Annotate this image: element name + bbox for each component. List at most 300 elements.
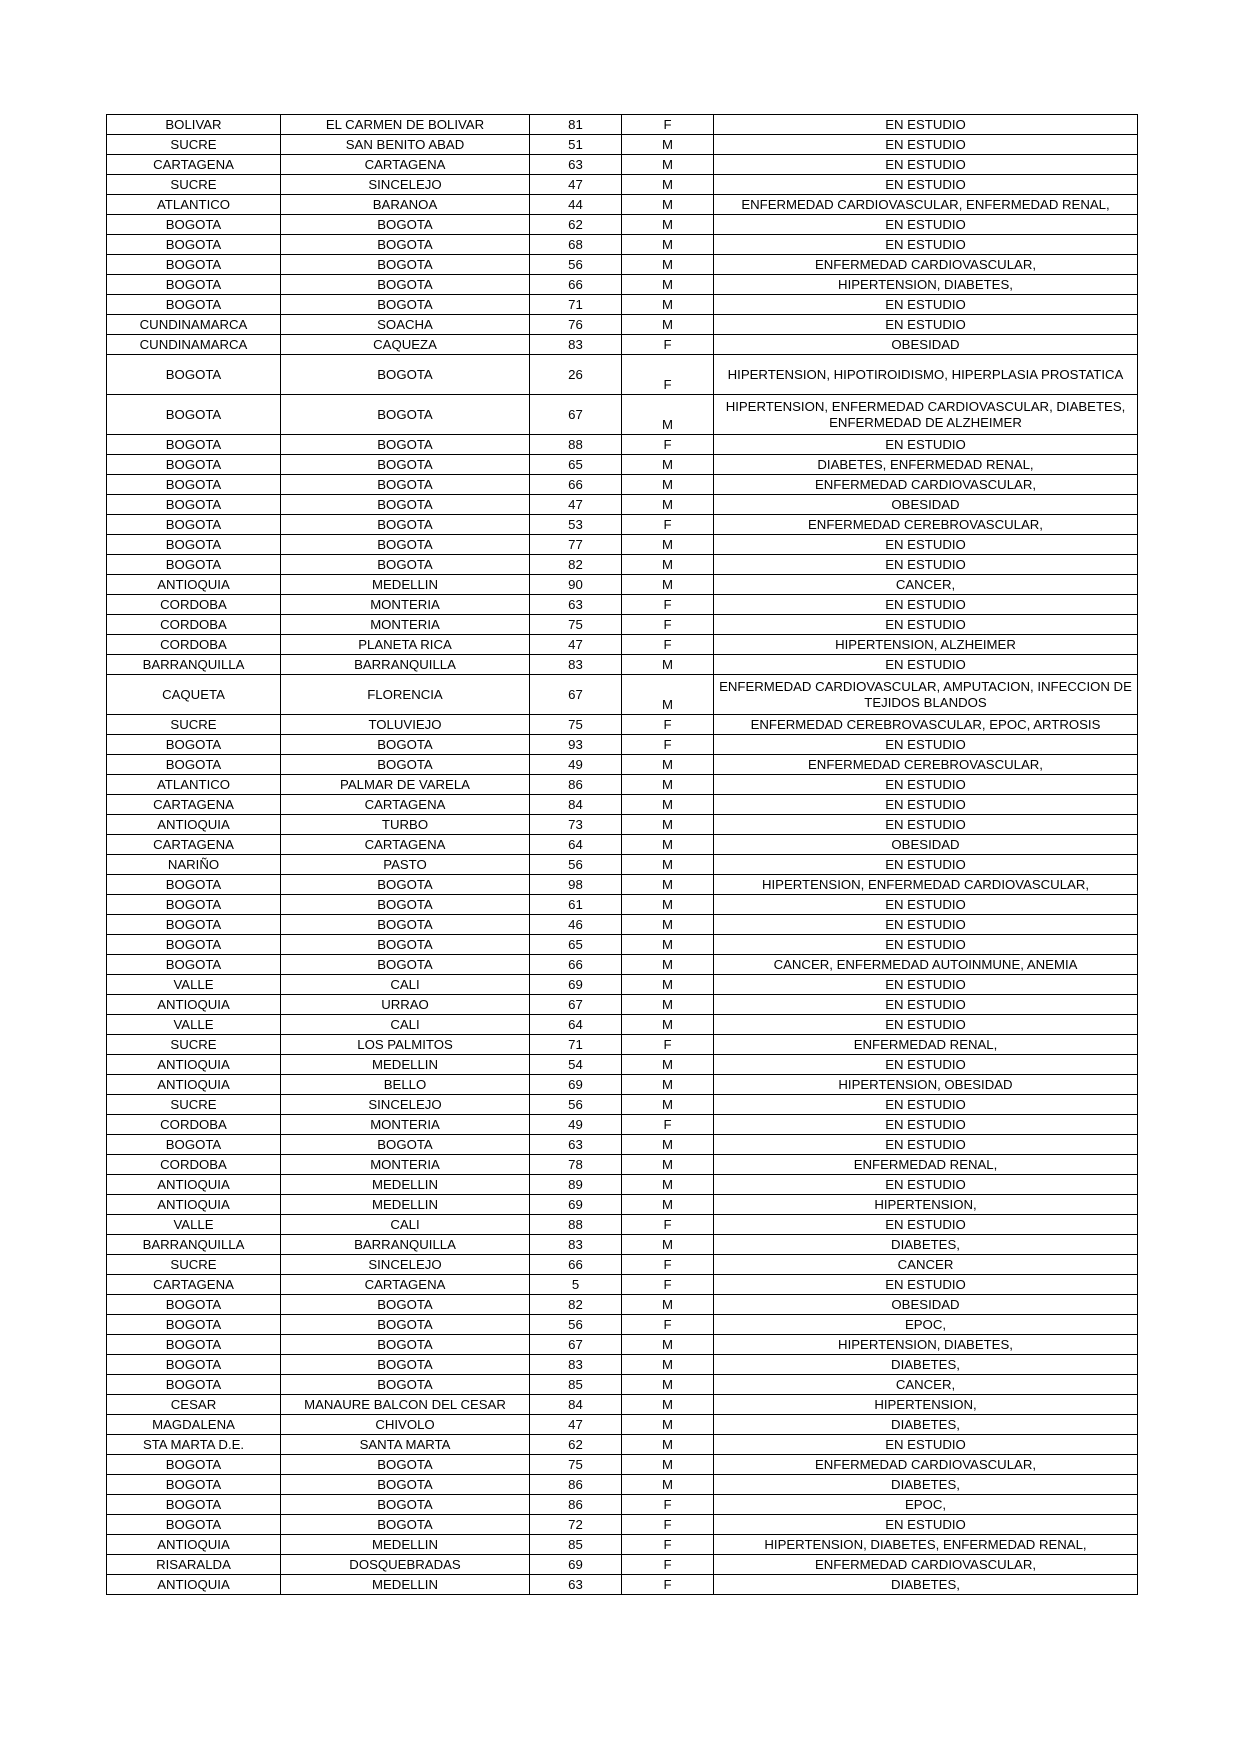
table-row — [107, 1355, 1138, 1375]
table-row — [107, 1155, 1138, 1175]
table-row — [107, 755, 1138, 775]
department-cell: BOGOTA — [107, 295, 281, 315]
age-cell: 82 — [530, 1295, 622, 1315]
table-row — [107, 835, 1138, 855]
department-cell: BOGOTA — [107, 1455, 281, 1475]
age-cell: 65 — [530, 935, 622, 955]
municipality-cell: MEDELLIN — [281, 1195, 530, 1215]
sex-cell: M — [622, 755, 714, 775]
department-cell: BOGOTA — [107, 895, 281, 915]
condition-cell: EN ESTUDIO — [714, 915, 1138, 935]
municipality-cell: CARTAGENA — [281, 835, 530, 855]
municipality-cell: BOGOTA — [281, 895, 530, 915]
municipality-cell: BOGOTA — [281, 755, 530, 775]
condition-cell: HIPERTENSION, HIPOTIROIDISMO, HIPERPLASIA PROSTATICA — [714, 355, 1138, 395]
age-cell: 69 — [530, 1075, 622, 1095]
records-table-body — [107, 115, 1138, 1595]
condition-cell: EN ESTUDIO — [714, 155, 1138, 175]
table-row — [107, 955, 1138, 975]
age-cell: 61 — [530, 895, 622, 915]
sex-cell: M — [622, 915, 714, 935]
table-row — [107, 315, 1138, 335]
age-cell: 75 — [530, 615, 622, 635]
department-cell: BOGOTA — [107, 475, 281, 495]
condition-cell: HIPERTENSION, ENFERMEDAD CARDIOVASCULAR, — [714, 875, 1138, 895]
sex-cell: M — [622, 1095, 714, 1115]
age-cell: 69 — [530, 1195, 622, 1215]
municipality-cell: CARTAGENA — [281, 155, 530, 175]
condition-cell: HIPERTENSION, ENFERMEDAD CARDIOVASCULAR, DIABETES, ENFERMEDAD DE ALZHEIMER — [714, 395, 1138, 435]
table-row — [107, 1275, 1138, 1295]
age-cell: 44 — [530, 195, 622, 215]
department-cell: BOGOTA — [107, 1515, 281, 1535]
age-cell: 75 — [530, 715, 622, 735]
sex-cell: F — [622, 615, 714, 635]
age-cell: 84 — [530, 795, 622, 815]
municipality-cell: BOGOTA — [281, 1295, 530, 1315]
sex-cell: F — [622, 1575, 714, 1595]
sex-cell: M — [622, 1195, 714, 1215]
condition-cell: EN ESTUDIO — [714, 855, 1138, 875]
department-cell: CUNDINAMARCA — [107, 335, 281, 355]
table-row — [107, 1495, 1138, 1515]
age-cell: 56 — [530, 1315, 622, 1335]
sex-cell: M — [622, 175, 714, 195]
sex-cell: M — [622, 1235, 714, 1255]
table-row — [107, 195, 1138, 215]
department-cell: BARRANQUILLA — [107, 655, 281, 675]
age-cell: 5 — [530, 1275, 622, 1295]
department-cell: BOGOTA — [107, 1135, 281, 1155]
municipality-cell: TURBO — [281, 815, 530, 835]
department-cell: VALLE — [107, 1215, 281, 1235]
department-cell: VALLE — [107, 975, 281, 995]
department-cell: BOGOTA — [107, 535, 281, 555]
department-cell: ANTIOQUIA — [107, 1575, 281, 1595]
table-row — [107, 1055, 1138, 1075]
age-cell: 71 — [530, 295, 622, 315]
department-cell: BOGOTA — [107, 275, 281, 295]
condition-cell: EN ESTUDIO — [714, 1135, 1138, 1155]
sex-cell: F — [622, 1535, 714, 1555]
table-row — [107, 235, 1138, 255]
department-cell: ANTIOQUIA — [107, 1175, 281, 1195]
municipality-cell: BOGOTA — [281, 495, 530, 515]
municipality-cell: BOGOTA — [281, 555, 530, 575]
department-cell: SUCRE — [107, 1095, 281, 1115]
age-cell: 47 — [530, 1415, 622, 1435]
municipality-cell: BOGOTA — [281, 255, 530, 275]
municipality-cell: SINCELEJO — [281, 1095, 530, 1115]
table-row — [107, 915, 1138, 935]
condition-cell: ENFERMEDAD RENAL, — [714, 1155, 1138, 1175]
age-cell: 56 — [530, 255, 622, 275]
condition-cell: CANCER — [714, 1255, 1138, 1275]
department-cell: STA MARTA D.E. — [107, 1435, 281, 1455]
table-row — [107, 815, 1138, 835]
age-cell: 88 — [530, 435, 622, 455]
age-cell: 56 — [530, 1095, 622, 1115]
age-cell: 83 — [530, 1355, 622, 1375]
municipality-cell: BOGOTA — [281, 1475, 530, 1495]
department-cell: MAGDALENA — [107, 1415, 281, 1435]
municipality-cell: BOGOTA — [281, 515, 530, 535]
department-cell: BOGOTA — [107, 935, 281, 955]
department-cell: CESAR — [107, 1395, 281, 1415]
department-cell: BOGOTA — [107, 1375, 281, 1395]
table-row — [107, 635, 1138, 655]
age-cell: 47 — [530, 495, 622, 515]
municipality-cell: BOGOTA — [281, 295, 530, 315]
table-row — [107, 215, 1138, 235]
condition-cell: EN ESTUDIO — [714, 535, 1138, 555]
municipality-cell: BOGOTA — [281, 1375, 530, 1395]
condition-cell: HIPERTENSION, DIABETES, ENFERMEDAD RENAL, — [714, 1535, 1138, 1555]
table-row — [107, 935, 1138, 955]
age-cell: 89 — [530, 1175, 622, 1195]
department-cell: BOGOTA — [107, 1355, 281, 1375]
department-cell: CARTAGENA — [107, 1275, 281, 1295]
municipality-cell: BOGOTA — [281, 435, 530, 455]
municipality-cell: BOGOTA — [281, 735, 530, 755]
department-cell: ANTIOQUIA — [107, 1195, 281, 1215]
condition-cell: EN ESTUDIO — [714, 115, 1138, 135]
municipality-cell: URRAO — [281, 995, 530, 1015]
age-cell: 56 — [530, 855, 622, 875]
municipality-cell: SINCELEJO — [281, 1255, 530, 1275]
sex-cell: M — [622, 475, 714, 495]
table-row — [107, 435, 1138, 455]
age-cell: 67 — [530, 675, 622, 715]
table-row — [107, 995, 1138, 1015]
sex-cell: M — [622, 895, 714, 915]
table-row — [107, 395, 1138, 435]
condition-cell: EN ESTUDIO — [714, 215, 1138, 235]
age-cell: 73 — [530, 815, 622, 835]
age-cell: 90 — [530, 575, 622, 595]
sex-cell: M — [622, 995, 714, 1015]
table-row — [107, 1475, 1138, 1495]
condition-cell: CANCER, ENFERMEDAD AUTOINMUNE, ANEMIA — [714, 955, 1138, 975]
department-cell: CORDOBA — [107, 635, 281, 655]
condition-cell: EN ESTUDIO — [714, 1055, 1138, 1075]
records-table — [106, 114, 1138, 1595]
condition-cell: HIPERTENSION, ALZHEIMER — [714, 635, 1138, 655]
table-row — [107, 1035, 1138, 1055]
municipality-cell: BOGOTA — [281, 455, 530, 475]
municipality-cell: MEDELLIN — [281, 1055, 530, 1075]
age-cell: 88 — [530, 1215, 622, 1235]
table-row — [107, 1175, 1138, 1195]
condition-cell: CANCER, — [714, 1375, 1138, 1395]
age-cell: 75 — [530, 1455, 622, 1475]
municipality-cell: FLORENCIA — [281, 675, 530, 715]
condition-cell: OBESIDAD — [714, 1295, 1138, 1315]
sex-cell: M — [622, 1175, 714, 1195]
table-row — [107, 155, 1138, 175]
age-cell: 67 — [530, 1335, 622, 1355]
condition-cell: EN ESTUDIO — [714, 1015, 1138, 1035]
age-cell: 47 — [530, 175, 622, 195]
department-cell: CORDOBA — [107, 1115, 281, 1135]
department-cell: ANTIOQUIA — [107, 575, 281, 595]
table-row — [107, 1575, 1138, 1595]
sex-cell: M — [622, 1435, 714, 1455]
table-row — [107, 555, 1138, 575]
municipality-cell: BOGOTA — [281, 355, 530, 395]
sex-cell: M — [622, 1075, 714, 1095]
age-cell: 69 — [530, 1555, 622, 1575]
municipality-cell: BOGOTA — [281, 1515, 530, 1535]
table-row — [107, 715, 1138, 735]
department-cell: BOGOTA — [107, 355, 281, 395]
condition-cell: EN ESTUDIO — [714, 815, 1138, 835]
table-row — [107, 795, 1138, 815]
municipality-cell: PASTO — [281, 855, 530, 875]
sex-cell: M — [622, 135, 714, 155]
department-cell: BOGOTA — [107, 255, 281, 275]
sex-cell: M — [622, 215, 714, 235]
municipality-cell: MONTERIA — [281, 595, 530, 615]
table-row — [107, 175, 1138, 195]
condition-cell: EN ESTUDIO — [714, 555, 1138, 575]
municipality-cell: LOS PALMITOS — [281, 1035, 530, 1055]
department-cell: BOLIVAR — [107, 115, 281, 135]
age-cell: 76 — [530, 315, 622, 335]
sex-cell: F — [622, 735, 714, 755]
municipality-cell: MEDELLIN — [281, 1535, 530, 1555]
condition-cell: EN ESTUDIO — [714, 1515, 1138, 1535]
department-cell: CUNDINAMARCA — [107, 315, 281, 335]
table-row — [107, 1535, 1138, 1555]
sex-cell: M — [622, 775, 714, 795]
department-cell: ANTIOQUIA — [107, 815, 281, 835]
department-cell: BOGOTA — [107, 755, 281, 775]
sex-cell: M — [622, 1295, 714, 1315]
condition-cell: EN ESTUDIO — [714, 1115, 1138, 1135]
age-cell: 67 — [530, 995, 622, 1015]
department-cell: BARRANQUILLA — [107, 1235, 281, 1255]
sex-cell: M — [622, 1335, 714, 1355]
sex-cell: F — [622, 635, 714, 655]
condition-cell: HIPERTENSION, DIABETES, — [714, 1335, 1138, 1355]
table-row — [107, 655, 1138, 675]
age-cell: 82 — [530, 555, 622, 575]
age-cell: 66 — [530, 1255, 622, 1275]
condition-cell: HIPERTENSION, OBESIDAD — [714, 1075, 1138, 1095]
municipality-cell: CALI — [281, 975, 530, 995]
department-cell: ATLANTICO — [107, 775, 281, 795]
condition-cell: ENFERMEDAD CARDIOVASCULAR, ENFERMEDAD RENAL, — [714, 195, 1138, 215]
municipality-cell: BOGOTA — [281, 275, 530, 295]
sex-cell: M — [622, 815, 714, 835]
municipality-cell: BOGOTA — [281, 1315, 530, 1335]
age-cell: 64 — [530, 835, 622, 855]
municipality-cell: BOGOTA — [281, 235, 530, 255]
table-row — [107, 1375, 1138, 1395]
condition-cell: EN ESTUDIO — [714, 895, 1138, 915]
sex-cell: F — [622, 1115, 714, 1135]
table-row — [107, 255, 1138, 275]
condition-cell: ENFERMEDAD CEREBROVASCULAR, — [714, 515, 1138, 535]
municipality-cell: CHIVOLO — [281, 1415, 530, 1435]
age-cell: 85 — [530, 1375, 622, 1395]
sex-cell: M — [622, 575, 714, 595]
condition-cell: EN ESTUDIO — [714, 1175, 1138, 1195]
condition-cell: ENFERMEDAD CEREBROVASCULAR, EPOC, ARTROSIS — [714, 715, 1138, 735]
sex-cell: M — [622, 275, 714, 295]
municipality-cell: BOGOTA — [281, 935, 530, 955]
municipality-cell: BOGOTA — [281, 1335, 530, 1355]
condition-cell: EN ESTUDIO — [714, 135, 1138, 155]
sex-cell: M — [622, 295, 714, 315]
municipality-cell: DOSQUEBRADAS — [281, 1555, 530, 1575]
municipality-cell: BELLO — [281, 1075, 530, 1095]
sex-cell: M — [622, 1155, 714, 1175]
municipality-cell: BOGOTA — [281, 915, 530, 935]
age-cell: 54 — [530, 1055, 622, 1075]
condition-cell: DIABETES, — [714, 1575, 1138, 1595]
sex-cell: F — [622, 115, 714, 135]
sex-cell: M — [622, 1455, 714, 1475]
condition-cell: EN ESTUDIO — [714, 1215, 1138, 1235]
sex-cell: M — [622, 1355, 714, 1375]
municipality-cell: BOGOTA — [281, 955, 530, 975]
age-cell: 78 — [530, 1155, 622, 1175]
municipality-cell: CALI — [281, 1015, 530, 1035]
table-row — [107, 295, 1138, 315]
sex-cell: F — [622, 1495, 714, 1515]
table-row — [107, 455, 1138, 475]
sex-cell: M — [622, 1475, 714, 1495]
age-cell: 71 — [530, 1035, 622, 1055]
department-cell: CORDOBA — [107, 595, 281, 615]
condition-cell: EN ESTUDIO — [714, 435, 1138, 455]
condition-cell: EN ESTUDIO — [714, 315, 1138, 335]
age-cell: 62 — [530, 1435, 622, 1455]
department-cell: BOGOTA — [107, 1295, 281, 1315]
sex-cell: M — [622, 1135, 714, 1155]
sex-cell: M — [622, 235, 714, 255]
age-cell: 66 — [530, 275, 622, 295]
age-cell: 53 — [530, 515, 622, 535]
municipality-cell: MEDELLIN — [281, 1175, 530, 1195]
sex-cell: M — [622, 555, 714, 575]
table-row — [107, 1095, 1138, 1115]
condition-cell: ENFERMEDAD CARDIOVASCULAR, — [714, 475, 1138, 495]
department-cell: BOGOTA — [107, 1335, 281, 1355]
municipality-cell: BARRANQUILLA — [281, 655, 530, 675]
department-cell: CORDOBA — [107, 1155, 281, 1175]
sex-cell: M — [622, 975, 714, 995]
condition-cell: EN ESTUDIO — [714, 995, 1138, 1015]
municipality-cell: CALI — [281, 1215, 530, 1235]
department-cell: BOGOTA — [107, 915, 281, 935]
table-row — [107, 675, 1138, 715]
department-cell: CARTAGENA — [107, 155, 281, 175]
condition-cell: ENFERMEDAD CARDIOVASCULAR, — [714, 255, 1138, 275]
table-row — [107, 1335, 1138, 1355]
condition-cell: ENFERMEDAD CARDIOVASCULAR, AMPUTACION, INFECCION DE TEJIDOS BLANDOS — [714, 675, 1138, 715]
sex-cell: M — [622, 1375, 714, 1395]
department-cell: BOGOTA — [107, 455, 281, 475]
table-row — [107, 975, 1138, 995]
age-cell: 69 — [530, 975, 622, 995]
condition-cell: EN ESTUDIO — [714, 1275, 1138, 1295]
sex-cell: M — [622, 455, 714, 475]
sex-cell: F — [622, 1315, 714, 1335]
table-row — [107, 1435, 1138, 1455]
municipality-cell: EL CARMEN DE BOLIVAR — [281, 115, 530, 135]
sex-cell: F — [622, 1515, 714, 1535]
condition-cell: DIABETES, ENFERMEDAD RENAL, — [714, 455, 1138, 475]
age-cell: 83 — [530, 655, 622, 675]
condition-cell: EN ESTUDIO — [714, 655, 1138, 675]
age-cell: 83 — [530, 335, 622, 355]
table-row — [107, 875, 1138, 895]
department-cell: CARTAGENA — [107, 795, 281, 815]
department-cell: VALLE — [107, 1015, 281, 1035]
table-row — [107, 1315, 1138, 1335]
municipality-cell: BOGOTA — [281, 1135, 530, 1155]
department-cell: BOGOTA — [107, 955, 281, 975]
table-row — [107, 135, 1138, 155]
table-row — [107, 1075, 1138, 1095]
condition-cell: EN ESTUDIO — [714, 795, 1138, 815]
age-cell: 46 — [530, 915, 622, 935]
condition-cell: DIABETES, — [714, 1415, 1138, 1435]
age-cell: 72 — [530, 1515, 622, 1535]
table-row — [107, 575, 1138, 595]
condition-cell: EN ESTUDIO — [714, 975, 1138, 995]
table-row — [107, 1135, 1138, 1155]
sex-cell: M — [622, 535, 714, 555]
table-row — [107, 1255, 1138, 1275]
department-cell: BOGOTA — [107, 1475, 281, 1495]
table-row — [107, 1295, 1138, 1315]
municipality-cell: MEDELLIN — [281, 575, 530, 595]
municipality-cell: BOGOTA — [281, 475, 530, 495]
age-cell: 63 — [530, 1575, 622, 1595]
age-cell: 93 — [530, 735, 622, 755]
sex-cell: M — [622, 255, 714, 275]
age-cell: 83 — [530, 1235, 622, 1255]
condition-cell: CANCER, — [714, 575, 1138, 595]
table-row — [107, 735, 1138, 755]
municipality-cell: BOGOTA — [281, 875, 530, 895]
age-cell: 49 — [530, 755, 622, 775]
sex-cell: M — [622, 1395, 714, 1415]
municipality-cell: MONTERIA — [281, 1155, 530, 1175]
sex-cell: F — [622, 715, 714, 735]
department-cell: BOGOTA — [107, 1315, 281, 1335]
department-cell: BOGOTA — [107, 875, 281, 895]
condition-cell: ENFERMEDAD CARDIOVASCULAR, — [714, 1555, 1138, 1575]
municipality-cell: MEDELLIN — [281, 1575, 530, 1595]
department-cell: SUCRE — [107, 715, 281, 735]
condition-cell: OBESIDAD — [714, 835, 1138, 855]
department-cell: CARTAGENA — [107, 835, 281, 855]
table-row — [107, 1455, 1138, 1475]
age-cell: 81 — [530, 115, 622, 135]
table-row — [107, 495, 1138, 515]
condition-cell: HIPERTENSION, DIABETES, — [714, 275, 1138, 295]
condition-cell: EN ESTUDIO — [714, 935, 1138, 955]
age-cell: 86 — [530, 1495, 622, 1515]
department-cell: NARIÑO — [107, 855, 281, 875]
municipality-cell: BOGOTA — [281, 215, 530, 235]
condition-cell: HIPERTENSION, — [714, 1195, 1138, 1215]
